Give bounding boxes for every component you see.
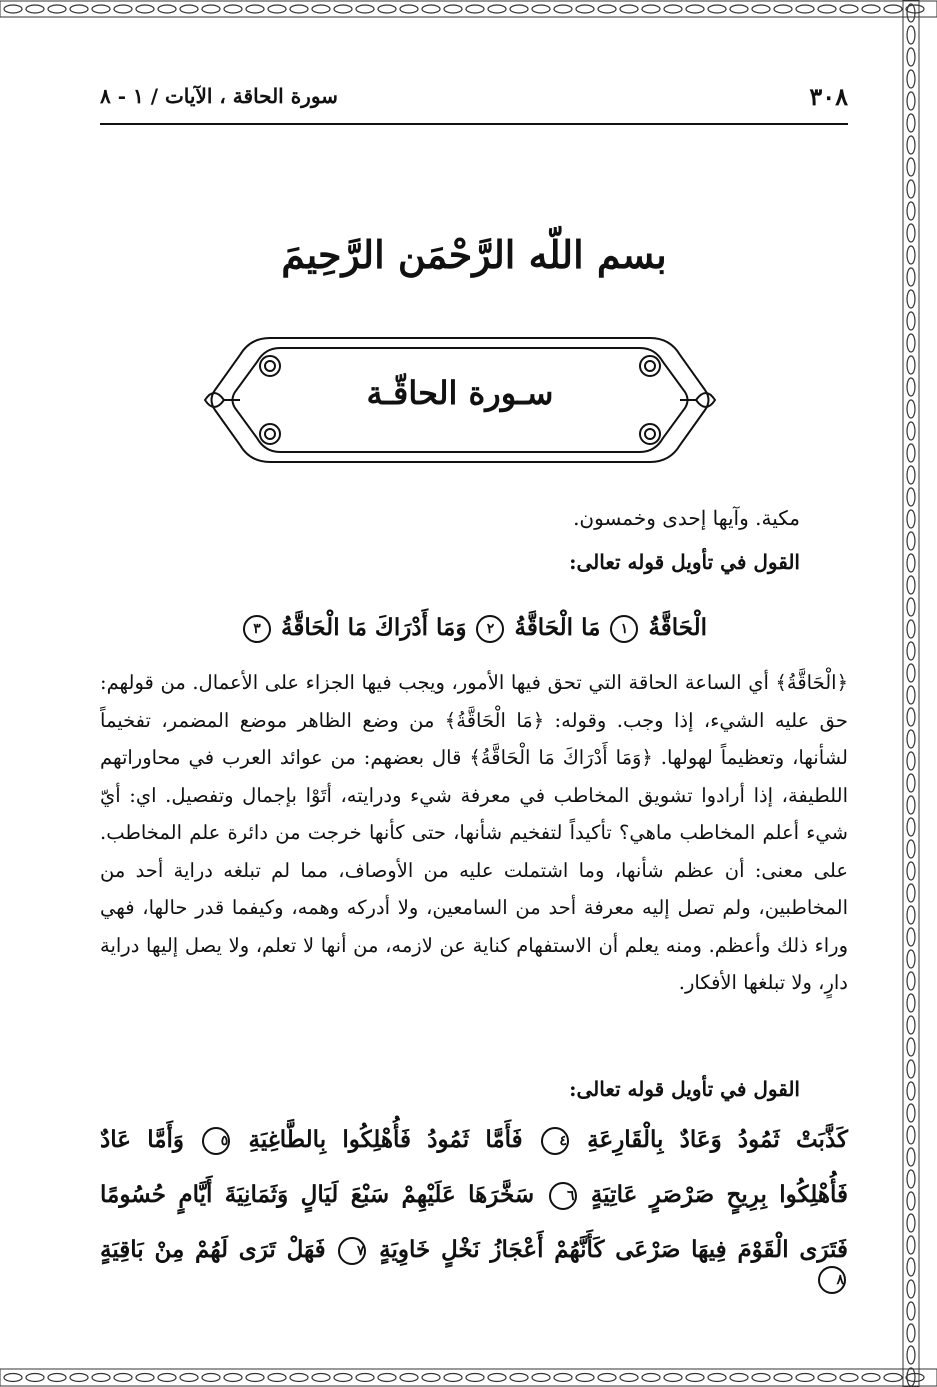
verse-number-marker: ٨ bbox=[818, 1266, 846, 1294]
sura-reference: سورة الحاقة ، الآيات / ١ - ٨ bbox=[100, 84, 338, 108]
verse-number-marker: ١ bbox=[610, 615, 638, 643]
section-heading-2: القول في تأويل قوله تعالى: bbox=[569, 1077, 800, 1101]
section-heading-1: القول في تأويل قوله تعالى: bbox=[569, 550, 800, 574]
verse-number-marker: ٤ bbox=[541, 1127, 569, 1155]
verse-number-marker: ٦ bbox=[549, 1182, 577, 1210]
verses-line-2 bbox=[100, 1181, 848, 1210]
basmala: بسم اللّه الرَّحْمَن الرَّحِيمَ bbox=[281, 232, 667, 277]
sura-title: سـورة الحاقّـة bbox=[366, 374, 554, 412]
verse-text: وَأَمَّا عَادٌ bbox=[100, 1126, 185, 1153]
verse-number-marker: ٣ bbox=[243, 615, 271, 643]
verse-number-marker: ٧ bbox=[338, 1237, 366, 1265]
verses-line-1 bbox=[100, 1126, 848, 1155]
sura-intro: مكية. وآيها إحدى وخمسون. bbox=[573, 506, 800, 530]
verse-text: سَخَّرَهَا عَلَيْهِمْ سَبْعَ لَيَالٍ وَثَمَانِيَةَ أَيَّامٍ حُسُومًا bbox=[100, 1181, 535, 1208]
verse-text: وَمَا أَدْرَاكَ مَا الْحَاقَّةُ bbox=[281, 614, 467, 641]
verse-text: الْحَاقَّةُ bbox=[648, 614, 708, 641]
verse-text: فَتَرَى الْقَوْمَ فِيهَا صَرْعَى كَأَنَّهُمْ أَعْجَازُ نَخْلٍ خَاوِيَةٍ bbox=[379, 1236, 848, 1263]
verse-text: مَا الْحَاقَّةُ bbox=[514, 614, 601, 641]
page-number: ٣٠٨ bbox=[809, 82, 848, 111]
verse-text: فَأُهْلِكُوا بِرِيحٍ صَرْصَرٍ عَاتِيَةٍ bbox=[590, 1181, 848, 1208]
verse-text: كَذَّبَتْ ثَمُودُ وَعَادٌ بِالْقَارِعَةِ bbox=[587, 1126, 848, 1153]
verses-line-3 bbox=[100, 1236, 848, 1294]
running-header bbox=[100, 82, 848, 122]
header-rule bbox=[100, 123, 848, 125]
verse-number-marker: ٥ bbox=[202, 1127, 230, 1155]
decorative-border-top bbox=[0, 0, 937, 18]
commentary-paragraph: ﴿الْحَاقَّةُ﴾ أي الساعة الحاقة التي تحق فيها الأمور، ويجب فيها الجزاء على الأعمال. من قولهم: حق عليه الشيء، إذا وجب. وقوله: ﴿مَا الْحَاقَّةُ﴾ من وضع الظاهر موضع المضمر، تفخيماً لشأنها، وتعظيماً لهولها. ﴿وَمَا أَدْرَاكَ مَا الْحَاقَّةُ﴾ قال بعضهم: من عوائد العرب في محاوراتهم اللطيفة، إذا أرادوا تشويق المخاطب في معرفة شيء ودرايته، أتَوْا بإجمال وتفصيل. اي: أيّ شيء أعلم المخاطب ماهي؟ تأكيداً لتفخيم شأنها، حتى كأنها خرجت من دائرة علم المخاطب. على معنى: أن عظم شأنها، وما اشتملت عليه من الأوصاف، مما لم تبلغه دراية أحد من المخاطبين، ولم تصل إليه معرفة أحد من السامعين، ولا أدركه وهمه، وكيفما قدر حالها، فهي وراء ذلك وأعظم. ومنه يعلم أن الاستفهام كناية عن لازمه، من أنها لا تعلم، ولا يصل إليها دراية دارٍ، ولا تبلغها الأفكار. bbox=[100, 671, 848, 994]
verse-text: فَهَلْ تَرَى لَهُمْ مِنْ بَاقِيَةٍ bbox=[100, 1236, 326, 1263]
verse-number-marker: ٢ bbox=[476, 615, 504, 643]
verses-1-3 bbox=[100, 614, 848, 643]
verse-text: فَأَمَّا ثَمُودُ فَأُهْلِكُوا بِالطَّاغِيَةِ bbox=[248, 1126, 523, 1153]
decorative-border-bottom bbox=[0, 1368, 937, 1387]
decorative-border-right bbox=[902, 0, 920, 1387]
